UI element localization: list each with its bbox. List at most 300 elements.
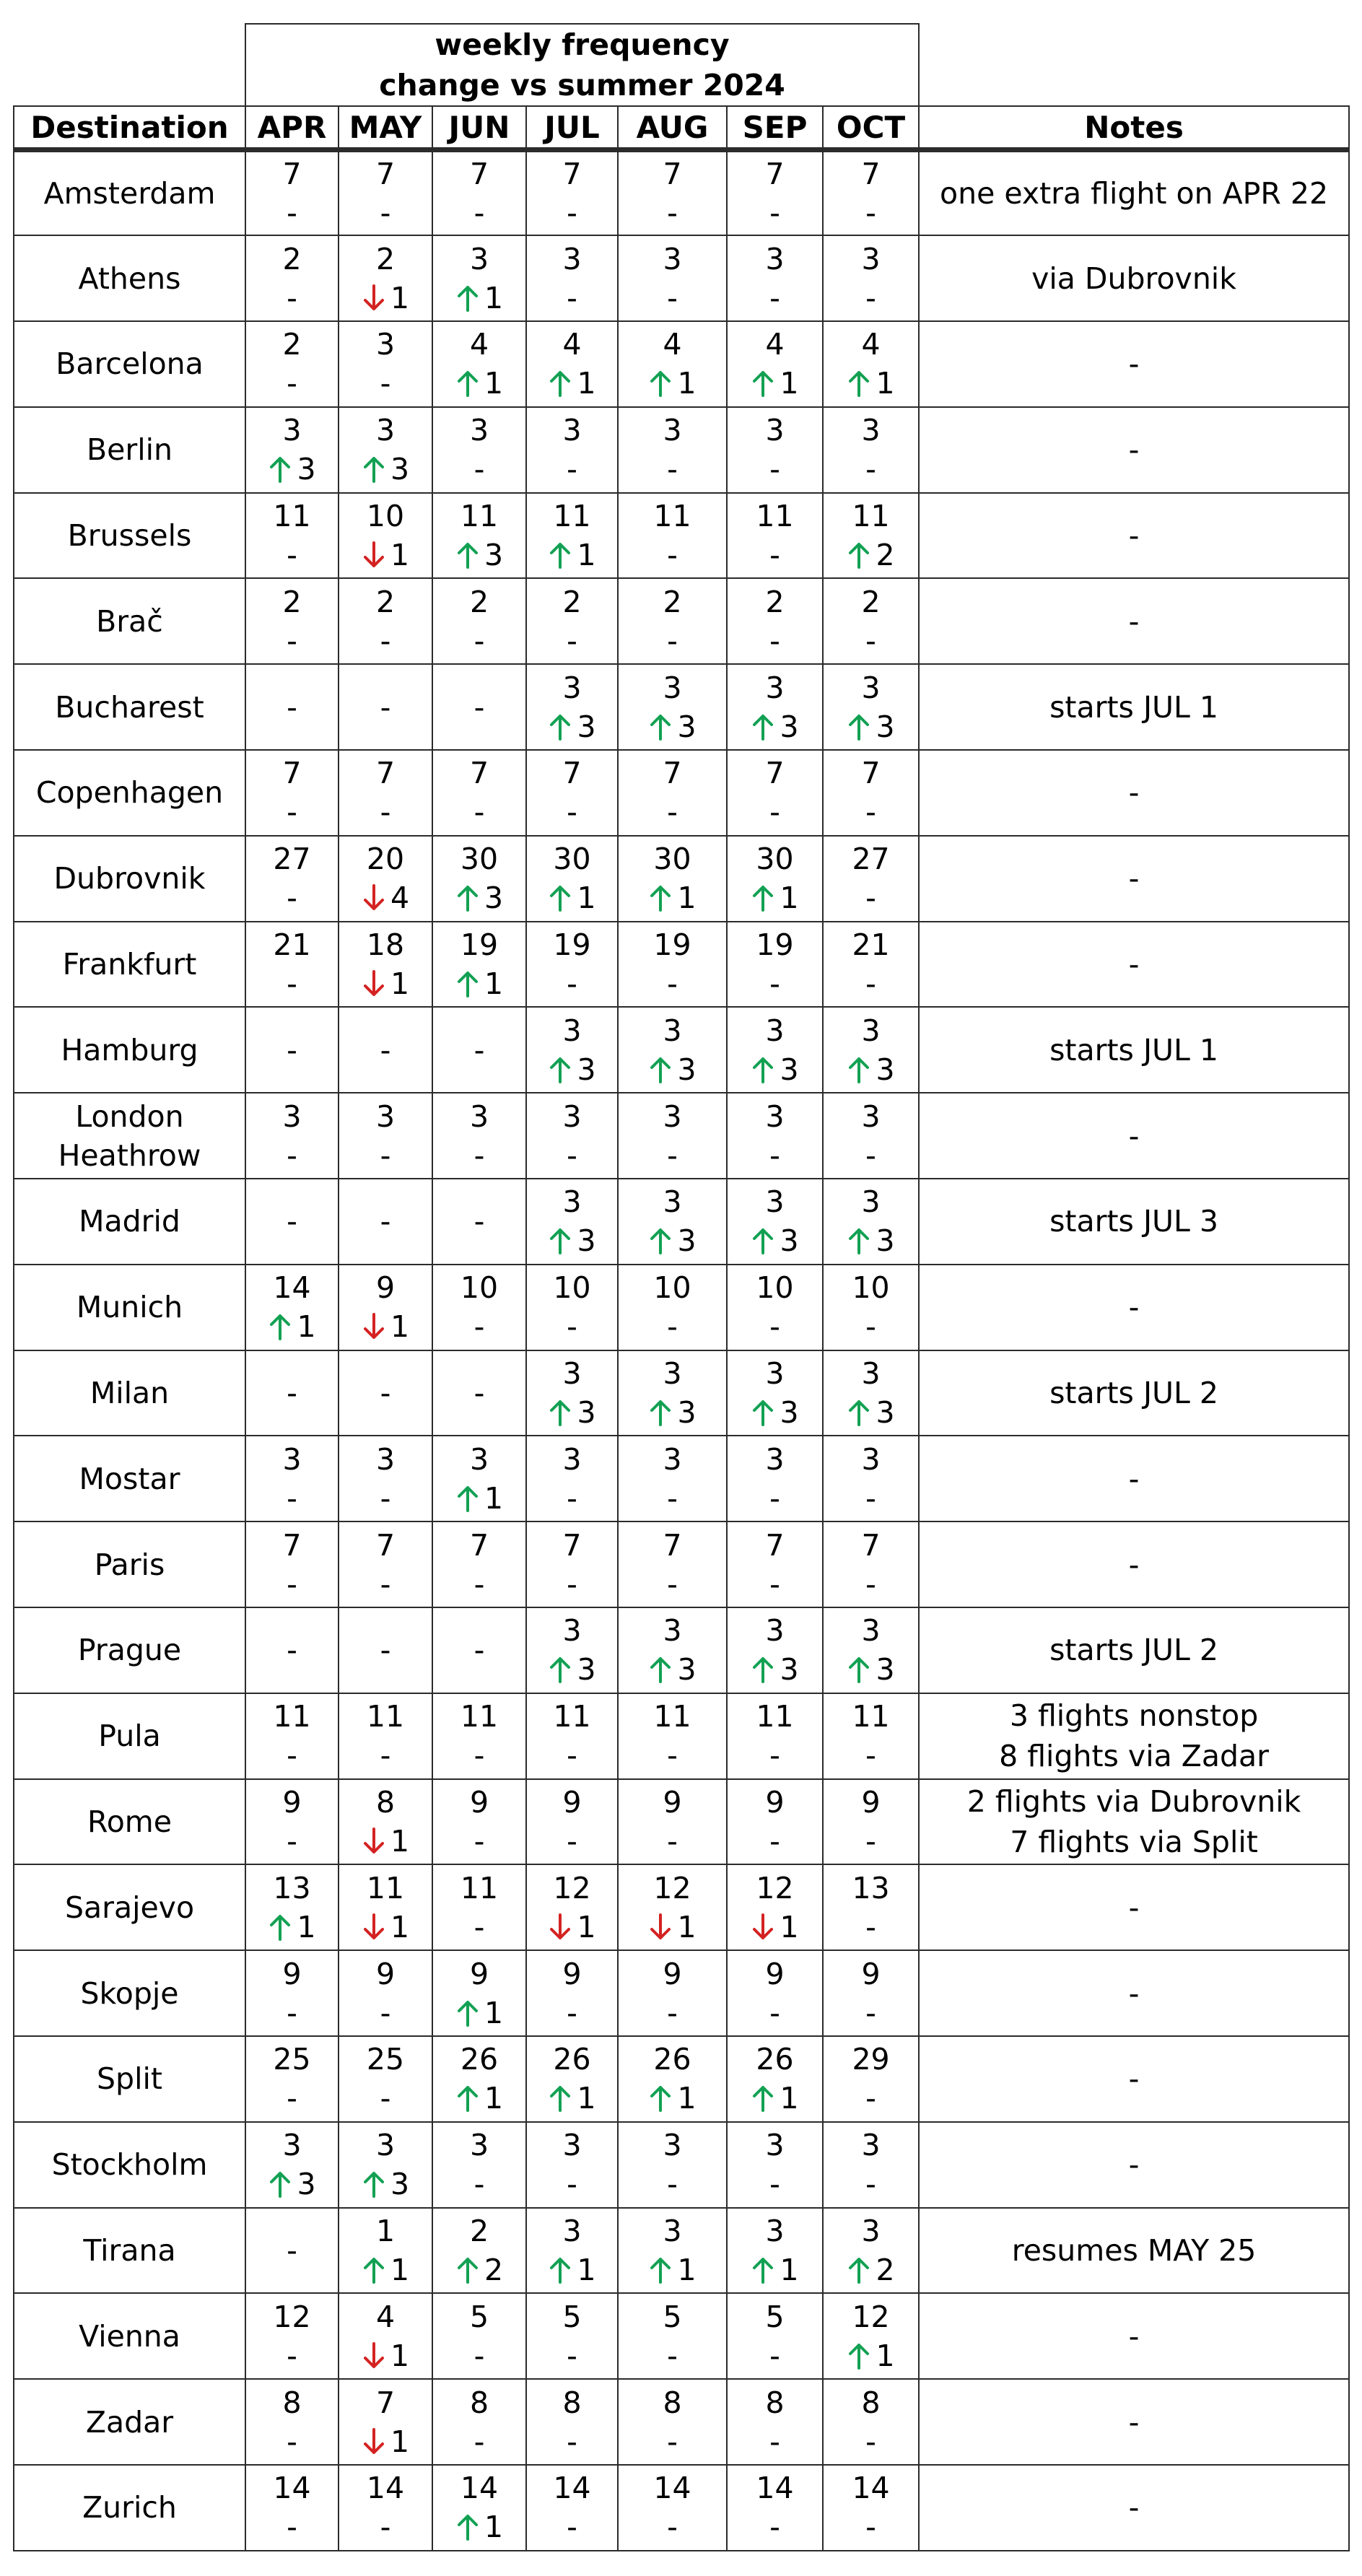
frequency-change (455, 2507, 503, 2546)
weekly-frequency: 30 (653, 842, 691, 877)
weekly-frequency: 3 (861, 1441, 881, 1477)
frequency-change: - (473, 2338, 485, 2373)
weekly-frequency: 30 (553, 842, 591, 877)
frequency-change: - (769, 196, 780, 231)
weekly-frequency: 12 (553, 1870, 591, 1905)
frequency-change: - (667, 2338, 678, 2373)
destination-cell (14, 1265, 245, 1350)
frequency-change: - (667, 538, 678, 573)
change-amount: 3 (390, 2167, 410, 2202)
destination-cell (14, 1179, 245, 1265)
weekly-frequency: 1 (375, 2214, 396, 2249)
weekly-frequency: 19 (460, 927, 499, 963)
weekly-frequency: 8 (562, 2385, 582, 2420)
change-amount: 1 (484, 1995, 504, 2030)
frequency-cell (339, 1350, 432, 1436)
arrow-up-icon (648, 712, 673, 741)
note-text: - (1128, 2147, 1140, 2183)
frequency-cell (245, 2208, 339, 2294)
frequency-cell (245, 1007, 339, 1093)
change-amount: 3 (677, 1223, 697, 1259)
frequency-cell (727, 750, 823, 836)
weekly-frequency: 3 (861, 413, 881, 448)
frequency-cell (245, 1350, 339, 1436)
frequency-change: - (473, 2167, 485, 2202)
frequency-change (648, 1393, 696, 1432)
frequency-change (751, 1393, 798, 1432)
weekly-frequency: 3 (861, 2214, 881, 2249)
weekly-frequency: 2 (663, 584, 682, 619)
frequency-change: - (567, 1995, 577, 2030)
change-amount: 1 (677, 2253, 697, 2288)
frequency-cell (526, 2036, 618, 2122)
frequency-change: - (287, 1738, 297, 1773)
arrow-up-icon (455, 2256, 480, 2284)
change-amount: 1 (780, 2253, 799, 2288)
frequency-change (548, 364, 595, 403)
weekly-frequency: 27 (273, 842, 311, 877)
table-body (14, 150, 1349, 2551)
change-amount: 2 (876, 2253, 895, 2288)
weekly-frequency: 3 (663, 413, 682, 448)
weekly-frequency: 3 (765, 241, 785, 276)
frequency-cell (823, 1436, 919, 1521)
weekly-frequency: 12 (852, 2299, 890, 2334)
frequency-change: - (865, 966, 876, 1002)
frequency-cell (618, 2208, 727, 2294)
frequency-cell (823, 407, 919, 493)
no-service-dash: - (473, 1376, 485, 1411)
frequency-cell (727, 235, 823, 321)
frequency-cell (823, 150, 919, 236)
weekly-frequency: 2 (469, 2214, 489, 2249)
frequency-change: - (769, 452, 780, 487)
notes-cell (919, 235, 1349, 321)
weekly-frequency: 10 (460, 1270, 499, 1306)
weekly-frequency: 9 (861, 1956, 881, 1991)
frequency-cell (339, 1265, 432, 1350)
frequency-change (847, 536, 894, 575)
frequency-cell (339, 235, 432, 321)
frequency-change: - (287, 196, 297, 231)
change-amount: 1 (780, 2081, 799, 2116)
weekly-frequency: 25 (366, 2042, 405, 2077)
arrow-up-icon (548, 2084, 572, 2113)
note-text: - (1128, 947, 1140, 982)
frequency-change (362, 2250, 409, 2289)
weekly-frequency: 27 (852, 842, 890, 877)
frequency-cell (727, 1607, 823, 1693)
frequency-cell (245, 235, 339, 321)
weekly-frequency: 3 (861, 1613, 881, 1649)
frequency-cell (727, 150, 823, 236)
frequency-cell (618, 1521, 727, 1607)
frequency-change: - (769, 280, 780, 315)
destination-cell (14, 1607, 245, 1693)
frequency-cell (727, 664, 823, 750)
weekly-frequency: 3 (375, 1441, 396, 1477)
table-row (14, 1693, 1349, 1779)
arrow-up-icon (648, 2084, 673, 2113)
month-header: OCT (823, 106, 919, 150)
weekly-frequency: 3 (663, 2128, 682, 2163)
no-service-dash: - (287, 1204, 297, 1239)
frequency-cell (727, 2122, 823, 2208)
destination-cell (14, 1864, 245, 1950)
frequency-change: - (473, 1138, 485, 1173)
frequency-cell (526, 1521, 618, 1607)
frequency-cell (727, 321, 823, 407)
change-amount: 1 (390, 2253, 410, 2288)
frequency-cell (432, 235, 526, 321)
weekly-frequency: 14 (852, 2471, 890, 2506)
frequency-change: - (769, 623, 780, 658)
notes-cell (919, 1607, 1349, 1693)
destination-cell (14, 407, 245, 493)
arrow-up-icon (362, 455, 386, 484)
frequency-change: - (380, 623, 391, 658)
change-amount: 3 (484, 881, 504, 916)
frequency-change (548, 536, 595, 575)
caption-line-2: change vs summer 2024 (379, 68, 785, 102)
change-amount: 1 (484, 2510, 504, 2545)
no-service-dash: - (380, 1032, 391, 1067)
frequency-change: - (769, 1824, 780, 1859)
frequency-change (455, 536, 503, 575)
weekly-frequency: 2 (861, 584, 881, 619)
weekly-frequency: 3 (375, 2128, 396, 2163)
frequency-change (268, 450, 315, 489)
table-row (14, 1864, 1349, 1950)
destination-name: London (75, 1099, 184, 1134)
weekly-frequency: 4 (663, 327, 682, 362)
frequency-change: - (769, 795, 780, 830)
frequency-change (548, 1908, 595, 1947)
frequency-cell (526, 922, 618, 1008)
frequency-change: - (287, 2510, 297, 2545)
notes-cell (919, 2208, 1349, 2294)
change-amount: 1 (780, 1909, 799, 1944)
frequency-change (362, 279, 409, 318)
table-row (14, 578, 1349, 664)
frequency-change: - (769, 1738, 780, 1773)
no-service-dash: - (473, 1204, 485, 1239)
destination-name: Zurich (82, 2490, 177, 2525)
arrow-up-icon (751, 369, 775, 398)
arrow-down-icon (362, 2427, 386, 2456)
weekly-frequency: 11 (460, 499, 499, 534)
frequency-cell (727, 1779, 823, 1865)
destination-cell (14, 922, 245, 1008)
frequency-cell (339, 1436, 432, 1521)
frequency-cell (245, 2379, 339, 2465)
arrow-up-icon (548, 1055, 572, 1084)
frequency-change: - (287, 1480, 297, 1516)
frequency-cell (526, 2465, 618, 2551)
weekly-frequency: 3 (765, 670, 785, 705)
frequency-change (362, 1908, 409, 1947)
frequency-change: - (473, 623, 485, 658)
weekly-frequency: 3 (562, 1099, 582, 1134)
change-amount: 1 (780, 881, 799, 916)
frequency-cell (432, 836, 526, 922)
frequency-change: - (473, 1824, 485, 1859)
frequency-cell (339, 578, 432, 664)
arrow-up-icon (751, 883, 775, 912)
frequency-change (455, 1479, 503, 1518)
change-amount: 3 (876, 709, 895, 744)
frequency-cell (727, 1007, 823, 1093)
frequency-change: - (567, 280, 577, 315)
frequency-cell (526, 750, 618, 836)
note-text: one extra flight on APR 22 (940, 176, 1329, 211)
change-amount: 3 (876, 1052, 895, 1087)
destination-name: Sarajevo (64, 1890, 195, 1925)
month-header: MAY (339, 106, 432, 150)
frequency-cell (823, 2379, 919, 2465)
change-amount: 1 (577, 366, 596, 401)
arrow-up-icon (648, 883, 673, 912)
notes-cell (919, 578, 1349, 664)
frequency-change (548, 1050, 595, 1089)
weekly-frequency: 3 (765, 1099, 785, 1134)
frequency-change: - (567, 2424, 577, 2459)
weekly-frequency: 3 (562, 1613, 582, 1649)
arrow-down-icon (362, 2341, 386, 2370)
frequency-change: - (865, 623, 876, 658)
frequency-change (648, 1650, 696, 1689)
table-row (14, 1007, 1349, 1093)
frequency-cell (618, 664, 727, 750)
weekly-frequency: 3 (765, 1613, 785, 1649)
frequency-change (847, 2336, 894, 2375)
destination-cell (14, 2122, 245, 2208)
weekly-frequency: 12 (756, 1870, 794, 1905)
weekly-frequency: 3 (765, 413, 785, 448)
frequency-cell (727, 2293, 823, 2379)
frequency-cell (339, 2465, 432, 2551)
frequency-cell (727, 2379, 823, 2465)
frequency-cell (526, 836, 618, 922)
frequency-cell (432, 1179, 526, 1265)
weekly-frequency: 9 (282, 1785, 302, 1820)
frequency-cell (526, 1864, 618, 1950)
frequency-change: - (865, 881, 876, 916)
weekly-frequency: 3 (861, 1013, 881, 1048)
weekly-frequency: 14 (653, 2471, 691, 2506)
frequency-change: - (567, 452, 577, 487)
arrow-up-icon (455, 284, 480, 313)
weekly-frequency: 12 (653, 1870, 691, 1905)
frequency-change: - (667, 1138, 678, 1173)
frequency-change (648, 2250, 696, 2289)
frequency-change: - (769, 2167, 780, 2202)
weekly-frequency: 8 (469, 2385, 489, 2420)
frequency-change (548, 1650, 595, 1689)
weekly-frequency: 3 (765, 1356, 785, 1392)
frequency-cell (823, 836, 919, 922)
change-amount: 1 (876, 366, 895, 401)
change-amount: 1 (484, 366, 504, 401)
frequency-cell (245, 1607, 339, 1693)
destination-cell (14, 150, 245, 236)
frequency-change (455, 964, 503, 1003)
frequency-change: - (287, 2338, 297, 2373)
destination-name: Prague (77, 1633, 182, 1668)
frequency-cell (339, 321, 432, 407)
destination-cell (14, 2293, 245, 2379)
note-text: - (1128, 1975, 1140, 2011)
frequency-cell (823, 578, 919, 664)
frequency-cell (618, 2293, 727, 2379)
destination-cell (14, 1436, 245, 1521)
frequency-cell (727, 1265, 823, 1350)
destination-name: Heathrow (58, 1138, 201, 1173)
frequency-change (548, 707, 595, 746)
weekly-frequency: 7 (861, 157, 881, 192)
frequency-change (362, 2422, 409, 2461)
frequency-change (648, 1050, 696, 1089)
frequency-cell (823, 2208, 919, 2294)
change-amount: 2 (876, 538, 895, 573)
weekly-frequency: 2 (562, 584, 582, 619)
change-amount: 2 (484, 2253, 504, 2288)
frequency-change (751, 707, 798, 746)
weekly-frequency: 11 (273, 1699, 311, 1734)
change-amount: 1 (577, 1909, 596, 1944)
change-amount: 1 (390, 2424, 410, 2459)
table-row (14, 1179, 1349, 1265)
weekly-frequency: 7 (469, 1527, 489, 1563)
frequency-change (548, 1393, 595, 1432)
frequency-cell (526, 1693, 618, 1779)
destination-name: Brač (96, 603, 163, 639)
frequency-change: - (287, 1995, 297, 2030)
frequency-change: - (667, 1995, 678, 2030)
table-caption (245, 24, 919, 106)
arrow-up-icon (648, 1398, 673, 1427)
frequency-cell (823, 1950, 919, 2036)
destination-name: Pula (98, 1719, 161, 1754)
weekly-frequency: 7 (663, 157, 682, 192)
frequency-change: - (380, 1995, 391, 2030)
weekly-frequency: 7 (663, 1527, 682, 1563)
weekly-frequency: 3 (469, 2128, 489, 2163)
weekly-frequency: 14 (273, 2471, 311, 2506)
frequency-cell (727, 1950, 823, 2036)
destination-cell (14, 1779, 245, 1865)
destination-name: Zadar (85, 2404, 174, 2440)
frequency-cell (618, 1779, 727, 1865)
notes-cell (919, 1436, 1349, 1521)
destination-name: Berlin (87, 432, 173, 468)
frequency-cell (432, 2379, 526, 2465)
frequency-cell (618, 1093, 727, 1179)
frequency-cell (339, 2208, 432, 2294)
weekly-frequency: 2 (282, 584, 302, 619)
frequency-change (455, 1994, 503, 2033)
change-amount: 1 (780, 366, 799, 401)
frequency-change: - (667, 452, 678, 487)
frequency-change: - (380, 2081, 391, 2116)
arrow-up-icon (455, 883, 480, 912)
frequency-cell (245, 493, 339, 579)
change-amount: 3 (677, 709, 697, 744)
weekly-frequency: 9 (663, 1785, 682, 1820)
frequency-cell (823, 664, 919, 750)
arrow-up-icon (648, 2256, 673, 2284)
weekly-frequency: 10 (553, 1270, 591, 1306)
change-amount: 3 (780, 1395, 799, 1431)
frequency-change: - (865, 2167, 876, 2202)
weekly-frequency: 4 (469, 327, 489, 362)
note-text: - (1128, 2318, 1140, 2354)
arrow-up-icon (268, 1312, 292, 1341)
weekly-frequency: 3 (663, 1613, 682, 1649)
arrow-up-icon (847, 1226, 871, 1255)
frequency-change: - (287, 881, 297, 916)
notes-cell (919, 321, 1349, 407)
weekly-frequency: 14 (553, 2471, 591, 2506)
no-service-dash: - (380, 1633, 391, 1668)
weekly-frequency: 7 (282, 756, 302, 791)
weekly-frequency: 3 (765, 2214, 785, 2249)
table-row (14, 493, 1349, 579)
weekly-frequency: 11 (460, 1870, 499, 1905)
change-amount: 3 (677, 1652, 697, 1688)
frequency-change (268, 2165, 315, 2204)
frequency-change (648, 2079, 696, 2118)
weekly-frequency: 7 (282, 1527, 302, 1563)
arrow-up-icon (648, 369, 673, 398)
frequency-cell (618, 235, 727, 321)
destination-cell (14, 750, 245, 836)
weekly-frequency: 3 (663, 1184, 682, 1220)
frequency-change: - (567, 1566, 577, 1602)
table-row (14, 1521, 1349, 1607)
weekly-frequency: 11 (553, 1699, 591, 1734)
weekly-frequency: 3 (663, 1356, 682, 1392)
frequency-cell (526, 664, 618, 750)
note-text: - (1128, 775, 1140, 811)
change-amount: 1 (577, 2253, 596, 2288)
frequency-cell (727, 922, 823, 1008)
frequency-cell (526, 235, 618, 321)
note-text: - (1128, 432, 1140, 468)
weekly-frequency: 2 (282, 241, 302, 276)
change-amount: 3 (876, 1223, 895, 1259)
frequency-cell (526, 493, 618, 579)
weekly-frequency: 4 (562, 327, 582, 362)
arrow-up-icon (751, 1655, 775, 1684)
arrow-down-icon (362, 883, 386, 912)
change-amount: 1 (484, 2081, 504, 2116)
frequency-change: - (567, 1309, 577, 1345)
no-service-dash: - (473, 1633, 485, 1668)
notes-cell (919, 1950, 1349, 2036)
notes-cell (919, 2379, 1349, 2465)
no-service-dash: - (473, 689, 485, 725)
frequency-change: - (473, 1738, 485, 1773)
frequency-cell (339, 750, 432, 836)
frequency-cell (823, 1350, 919, 1436)
weekly-frequency: 9 (469, 1956, 489, 1991)
notes-cell (919, 1007, 1349, 1093)
change-amount: 1 (390, 1909, 410, 1944)
table-row (14, 2036, 1349, 2122)
frequency-change: - (567, 2338, 577, 2373)
frequency-change (751, 1908, 798, 1947)
